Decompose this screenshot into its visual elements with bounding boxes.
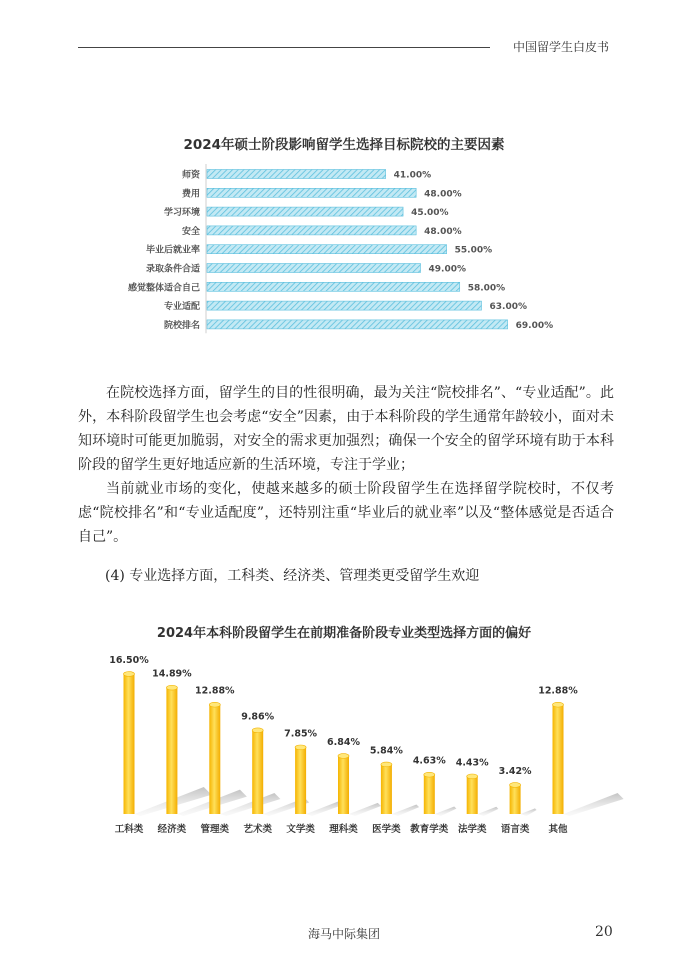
chart2-bar-shadow <box>478 807 499 816</box>
chart2-data-label: 7.85% <box>284 728 318 740</box>
chart2-data-label: 3.42% <box>498 765 532 777</box>
chart2-category-label: 医学类 <box>372 824 401 835</box>
chart2-bar <box>295 747 306 814</box>
chart2-bar-shadow <box>349 803 381 816</box>
chart1-data-label: 48.00% <box>424 189 462 200</box>
section-subheading: (4) 专业选择方面，工科类、经济类、管理类更受留学生欢迎 <box>105 568 480 584</box>
chart1-category-label: 费用 <box>181 189 200 200</box>
chart2-bar <box>553 705 564 814</box>
chart2-category-label: 艺术类 <box>243 824 272 835</box>
chart2-bar <box>166 688 177 814</box>
chart2-category-label: 经济类 <box>157 824 187 835</box>
chart1-data-label: 69.00% <box>515 320 554 331</box>
chart2-data-label: 12.88% <box>195 685 235 697</box>
chart2-data-label: 4.43% <box>455 757 489 769</box>
chart2-bar-cap <box>338 754 349 759</box>
chart2-bar <box>252 730 263 814</box>
chart2-bar-cap <box>124 672 135 677</box>
chart1-category-label: 专业适配 <box>163 302 200 313</box>
paragraph-school-selection: 在院校选择方面，留学生的目的性很明确，最为关注“院校排名”、“专业适配”。此外，本科阶段留学生也会考虑“安全”因素，由于本科阶段的学生通常年龄较小，面对未知环境时可能更加脆弱，对安全的需求更加强烈；确保一个安全的留学环境有助于本科阶段的留学生更好地适应新的生活环境，专注于学业； <box>78 385 614 473</box>
chart1-category-label: 感觉整体适合自己 <box>127 283 200 294</box>
chart2-data-label: 6.84% <box>327 736 360 748</box>
chart1-data-label: 45.00% <box>411 208 449 219</box>
chart1-title: 2024年硕士阶段影响留学生选择目标院校的主要因素 <box>183 137 505 153</box>
chart2-bar <box>338 756 349 814</box>
footer-publisher: 海马中际集团 <box>307 927 380 941</box>
chart2-data-label: 14.89% <box>152 668 192 680</box>
paragraph-employment: 当前就业市场的变化，使越来越多的硕士阶段留学生在选择留学院校时，不仅考虑“院校排名”和“专业适配度”，还特别注重“毕业后的就业率”以及“整体感觉是否适合自己”。 <box>78 481 614 545</box>
chart2-bar <box>124 674 135 814</box>
chart2-bar <box>381 764 392 814</box>
chart2-category-label: 文学类 <box>286 824 315 835</box>
chart2-bar <box>424 775 435 814</box>
chart1-category-label: 师资 <box>181 170 200 181</box>
chart2-bar-shadow <box>521 808 537 816</box>
chart2-data-label: 9.86% <box>241 711 275 723</box>
chart2-bar-cap <box>467 774 478 779</box>
chart2-category-label: 工科类 <box>114 824 144 835</box>
chart2-bar <box>209 705 220 814</box>
chart2-bar-shadow <box>435 806 457 816</box>
chart2-bar-cap <box>166 685 177 690</box>
chart1-category-label: 学习环境 <box>163 208 200 219</box>
chart2-category-label: 语言类 <box>500 824 530 835</box>
chart1-data-label: 49.00% <box>428 264 466 275</box>
chart2-bar-cap <box>252 728 263 733</box>
chart2-category-label: 管理类 <box>200 824 230 835</box>
chart2-bar-cap <box>510 783 521 788</box>
chart2-data-label: 12.88% <box>538 685 578 697</box>
chart1-category-label: 安全 <box>181 226 200 237</box>
chart2-title: 2024年本科阶段留学生在前期准备阶段专业类型选择方面的偏好 <box>156 626 532 641</box>
chart1-data-label: 41.00% <box>393 170 432 181</box>
chart1-data-label: 58.00% <box>467 283 506 294</box>
chart2-category-label: 法学类 <box>457 824 487 835</box>
chart1-category-label: 毕业后就业率 <box>145 245 200 256</box>
chart2-bar-shadow <box>306 801 343 816</box>
chart1-data-label: 63.00% <box>489 302 527 313</box>
chart1-category-label: 录取条件合适 <box>145 264 200 275</box>
chart2-bar-cap <box>209 702 220 707</box>
chart1-data-label: 55.00% <box>454 245 493 256</box>
chart2-category-label: 其他 <box>548 824 568 835</box>
chart1-data-label: 48.00% <box>424 226 462 237</box>
chart2-data-label: 5.84% <box>369 745 403 757</box>
chart2-bar <box>510 785 521 814</box>
chart2-bar-cap <box>295 745 306 750</box>
chart2-bar-cap <box>381 762 392 767</box>
chart1-category-label: 院校排名 <box>163 320 200 331</box>
header-title: 中国留学生白皮书 <box>513 40 610 54</box>
chart2-data-label: 16.50% <box>109 655 149 666</box>
chart2-category-label: 理科类 <box>329 824 358 835</box>
chart2-bar-shadow <box>564 793 624 816</box>
chart2-bar-shadow <box>392 804 419 816</box>
chart2-bar-cap <box>553 702 564 707</box>
chart2-data-label: 4.63% <box>412 755 446 767</box>
chart2-bar <box>467 776 478 814</box>
page-number: 20 <box>595 924 613 940</box>
chart2-category-label: 教育学类 <box>410 824 449 835</box>
chart2-bar-cap <box>424 772 435 777</box>
